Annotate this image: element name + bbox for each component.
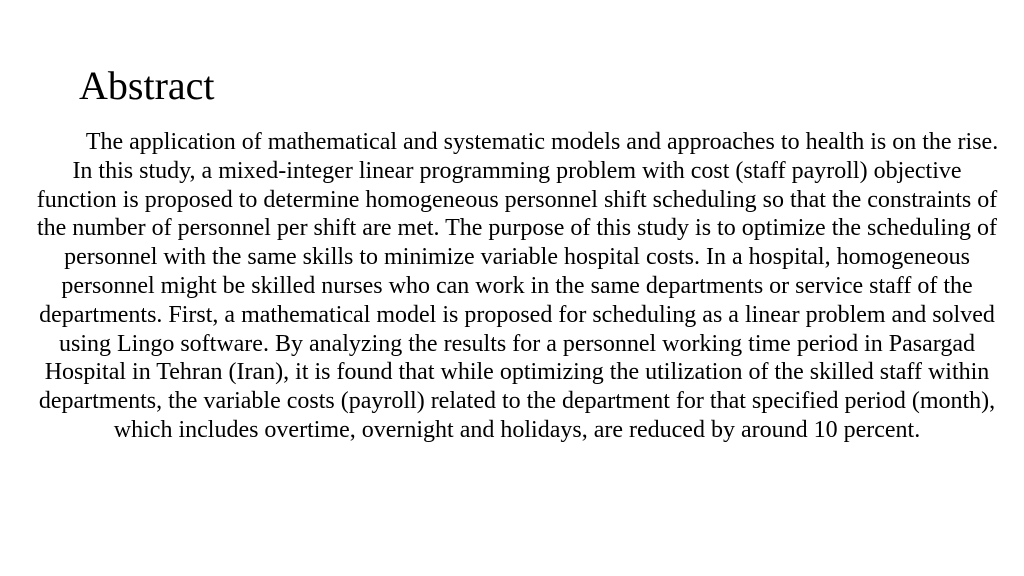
abstract-paragraph: The application of mathematical and systematic models and approaches to health is on the rise. In this study, a mixed-integer linear programming problem with cost (staff payroll) objective function is proposed to determine homogeneous personnel shift scheduling so that the constraints of the number of personnel per shift are met. The purpose of this study is to optimize the scheduling of personnel with the same skills to minimize variable hospital costs. In a hospital, homogeneous personnel might be skilled nurses who can work in the same departments or service staff of the departments. First, a mathematical model is proposed for scheduling as a linear problem and solved using Lingo software. By analyzing the results for a personnel working time period in Pasargad Hospital in Tehran (Iran), it is found that while optimizing the utilization of the skilled staff within departments, the variable costs (payroll) related to the department for that specified period (month), which includes overtime, overnight and holidays, are reduced by around 10 percent.	[36, 129, 999, 443]
slide-title: Abstract	[79, 63, 215, 108]
